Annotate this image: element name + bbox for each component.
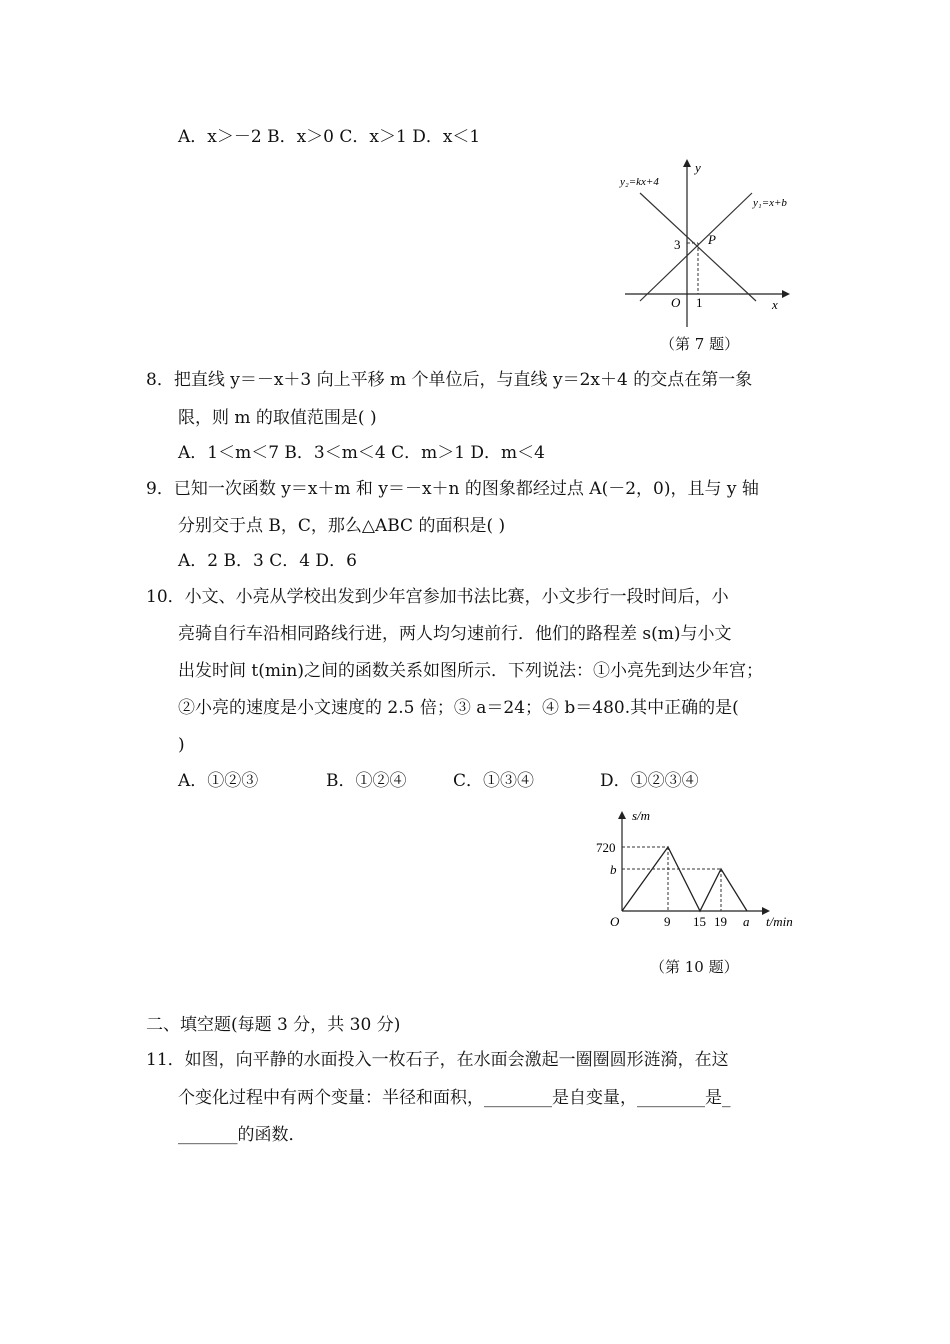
q10-option-d: D．①②③④	[600, 771, 699, 791]
q10-graph	[590, 805, 810, 935]
q9-line2: 分别交于点 B，C，那么△ABC 的面积是( )	[178, 516, 506, 536]
q7-caption: （第 7 题）	[660, 335, 740, 353]
q7-tick-y: 3	[674, 237, 681, 252]
q7-graph	[610, 155, 810, 335]
q10-line3: 出发时间 t(min)之间的函数关系如图所示．下列说法：①小亮先到达少年宫；	[178, 661, 764, 681]
q10-line2: 亮骑自行车沿相同路线行进，两人均匀速前行．他们的路程差 s(m)与小文	[178, 624, 732, 644]
q10-option-c: C．①③④	[453, 771, 535, 791]
q10-path	[622, 847, 747, 911]
q10-t-label: t/min	[766, 914, 793, 929]
q10-option-a: A．①②③	[178, 771, 259, 791]
q10-origin-label: O	[610, 914, 620, 929]
q10-tick-15: 15	[693, 914, 706, 929]
section2-title: 二、填空题(每题 3 分，共 30 分)	[146, 1015, 401, 1035]
q10-line1: 10．小文、小亮从学校出发到少年宫参加书法比赛，小文步行一段时间后，小	[146, 587, 729, 607]
q7-x-arrow	[782, 290, 790, 298]
q7-origin-label: O	[671, 295, 681, 310]
q10-tick-19: 19	[714, 914, 727, 929]
q7-y-label: y	[695, 160, 701, 175]
q10-s-label: s/m	[632, 808, 651, 823]
q7-tick-x: 1	[696, 295, 703, 310]
q7-x-label: x	[772, 297, 778, 312]
q9-options: A．2 B．3 C．4 D．6	[178, 551, 357, 571]
q10-tick-a: a	[743, 914, 750, 929]
q7-options: A．x＞－2 B．x＞0 C．x＞1 D．x＜1	[178, 127, 481, 147]
q10-tick-720: 720	[596, 840, 616, 855]
q10-option-b: B．①②④	[326, 771, 407, 791]
q7-y-arrow	[683, 159, 691, 167]
q10-line5: )	[178, 735, 185, 755]
q10-tick-9: 9	[664, 914, 671, 929]
q11-line1: 11．如图，向平静的水面投入一枚石子，在水面会激起一圈圈圆形涟漪，在这	[146, 1050, 729, 1070]
q10-tick-b: b	[610, 862, 617, 877]
q9-line1: 9．已知一次函数 y＝x＋m 和 y＝－x＋n 的图象都经过点 A(－2，0)，且与 y 轴	[146, 479, 759, 499]
q11-line3: _______的函数．	[178, 1125, 306, 1145]
q11-line2: 个变化过程中有两个变量：半径和面积，________是自变量，________是_	[178, 1088, 731, 1108]
q10-line4: ②小亮的速度是小文速度的 2.5 倍；③ a＝24；④ b＝480.其中正确的是(	[178, 698, 739, 718]
q7-line2-label: y₂=kx+4	[620, 176, 659, 188]
q7-point-label: P	[708, 232, 716, 247]
q8-options: A．1＜m＜7 B．3＜m＜4 C．m＞1 D．m＜4	[178, 443, 545, 463]
q10-caption: （第 10 题）	[650, 958, 739, 976]
q10-y-arrow	[618, 811, 626, 819]
q8-line1: 8．把直线 y＝－x＋3 向上平移 m 个单位后，与直线 y＝2x＋4 的交点在第一象	[146, 370, 753, 390]
q8-line2: 限，则 m 的取值范围是( )	[178, 408, 377, 428]
q7-line1-label: y₁=x+b	[753, 197, 787, 209]
